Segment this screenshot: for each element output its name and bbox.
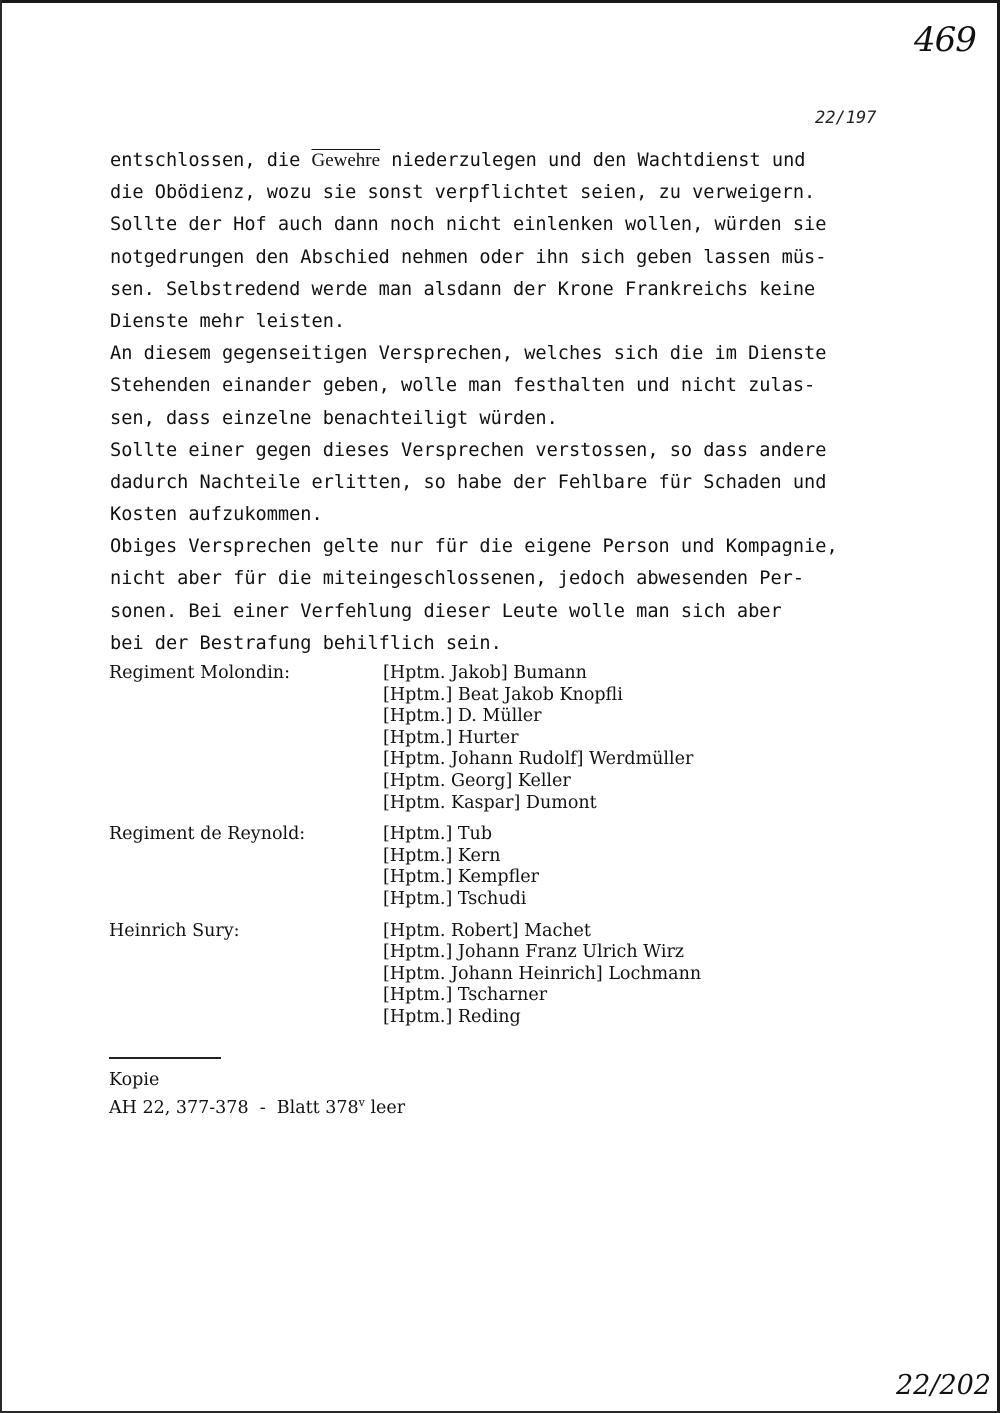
captain-name: [Hptm. Johann Rudolf] Werdmüller bbox=[383, 749, 694, 770]
body-line: An diesem gegenseitigen Versprechen, welches sich die im Dienste bbox=[110, 343, 827, 365]
regiment-name: Regiment de Reynold: bbox=[109, 824, 306, 845]
regiment-group bbox=[109, 921, 909, 1029]
body-line-segment: entschlossen, die bbox=[110, 150, 312, 171]
captain-name: [Hptm.] Kern bbox=[383, 845, 501, 866]
captain-list bbox=[383, 663, 909, 814]
body-text bbox=[110, 145, 910, 660]
captain-name: [Hptm.] Tscharner bbox=[383, 985, 548, 1006]
page-number: 22/197 bbox=[815, 108, 877, 128]
body-line: Sollte der Hof auch dann noch nicht einlenken wollen, würden sie bbox=[110, 214, 827, 236]
body-line: sen. Selbstredend werde man alsdann der Krone Frankreichs keine bbox=[110, 278, 816, 300]
footnote-line-source bbox=[109, 1092, 405, 1120]
scan-edge-left bbox=[0, 0, 2, 1413]
captain-name: [Hptm. Kaspar] Dumont bbox=[383, 792, 597, 813]
footnote-source-note: leer bbox=[364, 1097, 406, 1118]
captain-name: [Hptm.] Johann Franz Ulrich Wirz bbox=[383, 942, 685, 963]
captain-name: [Hptm. Jakob] Bumann bbox=[383, 663, 587, 683]
footnote-rule bbox=[109, 1057, 221, 1059]
body-line-segment: niederzulegen und den Wachtdienst und bbox=[380, 150, 806, 171]
captain-name: [Hptm.] D. Müller bbox=[383, 706, 542, 727]
regiment-name: Regiment Molondin: bbox=[109, 663, 290, 683]
handwritten-folio-number: 469 bbox=[914, 20, 976, 60]
scan-edge-top bbox=[0, 0, 1000, 3]
footnote-line-copy: Kopie bbox=[109, 1070, 160, 1090]
captain-name: [Hptm.] Reding bbox=[383, 1006, 521, 1027]
captain-name: [Hptm.] Hurter bbox=[383, 727, 519, 748]
body-line: nicht aber für die miteingeschlossenen, jedoch abwesenden Per- bbox=[110, 568, 805, 590]
captain-name: [Hptm. Johann Heinrich] Lochmann bbox=[383, 963, 702, 984]
body-line: dadurch Nachteile erlitten, so habe der Fehlbare für Schaden und bbox=[110, 471, 827, 493]
handwritten-archive-number: 22/202 bbox=[896, 1370, 991, 1401]
source-footnote bbox=[109, 1070, 405, 1119]
captain-list bbox=[383, 921, 909, 1029]
captain-name: [Hptm.] Beat Jakob Knopfli bbox=[383, 684, 623, 705]
body-line: Stehenden einander geben, wolle man festhalten und nicht zulas- bbox=[110, 375, 816, 397]
captain-name: [Hptm.] Tub bbox=[383, 824, 493, 845]
body-line: bei der Bestrafung behilflich sein. bbox=[110, 632, 502, 654]
signatory-roster bbox=[109, 663, 909, 1039]
body-line: sen, dass einzelne benachteiligt würden. bbox=[110, 407, 558, 429]
captain-name: [Hptm. Robert] Machet bbox=[383, 920, 591, 941]
regiment-group bbox=[109, 663, 909, 814]
body-line: Sollte einer gegen dieses Versprechen verstossen, so dass andere bbox=[110, 439, 827, 461]
body-line: Kosten aufzukommen. bbox=[110, 504, 323, 526]
body-line: Obiges Versprechen gelte nur für die eigene Person und Kompagnie, bbox=[110, 536, 838, 558]
captain-name: [Hptm.] Kempfler bbox=[383, 867, 540, 888]
body-line: die Obödienz, wozu sie sonst verpflichtet seien, zu verweigern. bbox=[110, 182, 816, 204]
body-line bbox=[110, 145, 910, 177]
body-line: Dienste mehr leisten. bbox=[110, 310, 346, 332]
body-line: sonen. Bei einer Verfehlung dieser Leute wolle man sich aber bbox=[110, 600, 782, 622]
regiment-name: Heinrich Sury: bbox=[109, 920, 240, 941]
captain-list bbox=[383, 824, 909, 910]
captain-name: [Hptm. Georg] Keller bbox=[383, 770, 571, 791]
footnote-source-ref: AH 22, 377-378 - Blatt 378 bbox=[109, 1097, 359, 1118]
regiment-group bbox=[109, 824, 909, 910]
body-line: notgedrungen den Abschied nehmen oder ihn sich geben lassen müs- bbox=[110, 246, 827, 268]
footnote-verso-mark: v bbox=[358, 1095, 365, 1109]
marked-word: Gewehre bbox=[311, 150, 381, 171]
captain-name: [Hptm.] Tschudi bbox=[383, 888, 527, 909]
